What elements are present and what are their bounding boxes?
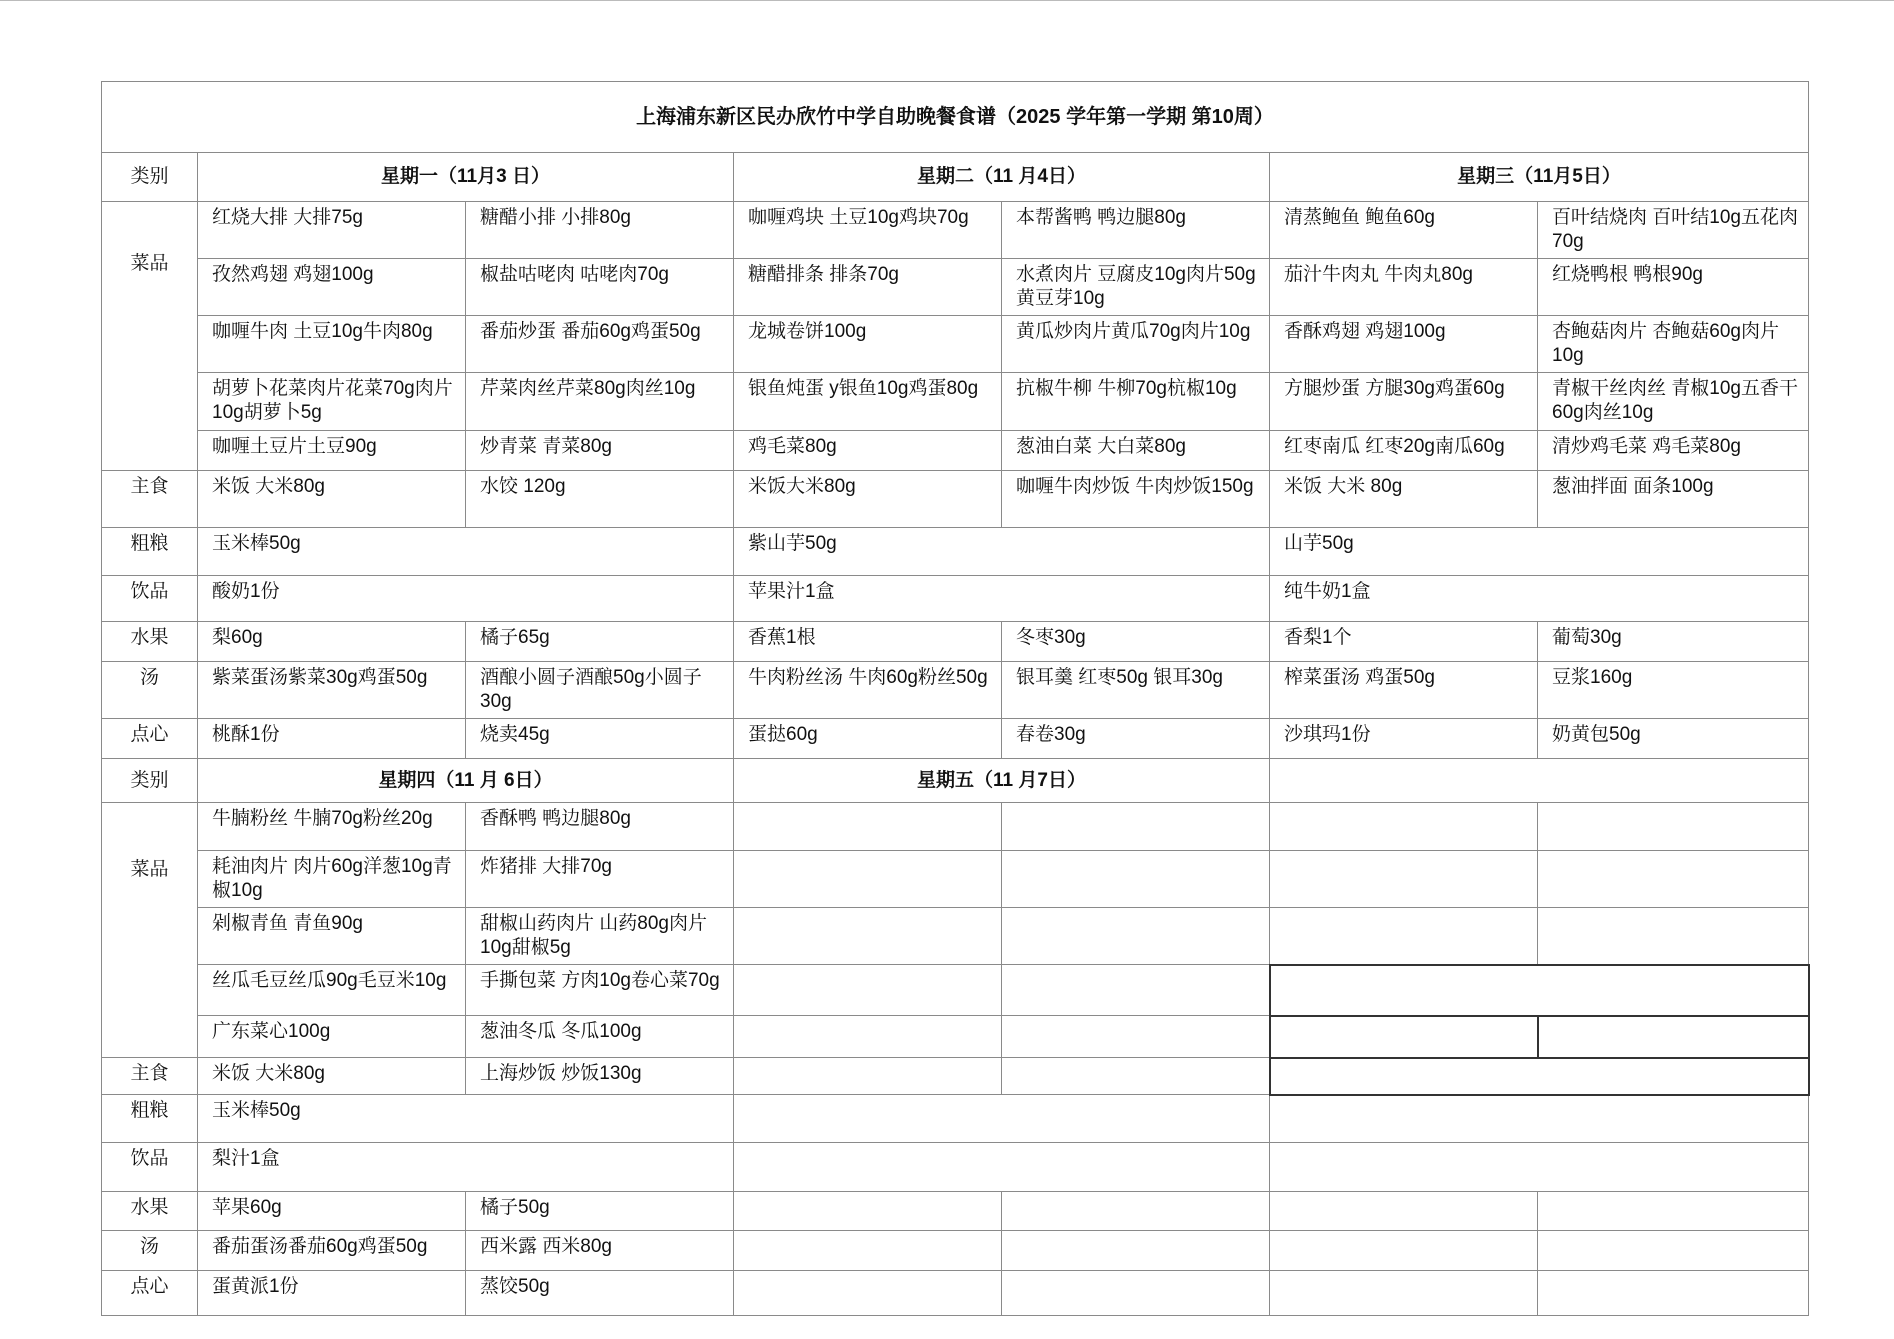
dish-cell: 葱油冬瓜 冬瓜100g [466, 1016, 734, 1058]
soup-cell: 西米露 西米80g [466, 1231, 734, 1271]
fruit-cell: 橘子50g [466, 1192, 734, 1231]
empty-cell [734, 1143, 1270, 1192]
day-header-thursday: 星期四（11 月 6日） [198, 759, 734, 803]
category-soup: 汤 [102, 1231, 198, 1271]
dish-cell: 牛腩粉丝 牛腩70g粉丝20g [198, 803, 466, 851]
staple-cell: 米饭大米80g [734, 471, 1002, 528]
empty-cell [1538, 851, 1809, 908]
staple-cell: 米饭 大米80g [198, 1058, 466, 1095]
fruit-cell: 冬枣30g [1002, 622, 1270, 662]
snack-cell: 奶黄包50g [1538, 719, 1809, 759]
dish-cell: 本帮酱鸭 鸭边腿80g [1002, 202, 1270, 259]
category-coarse: 粗粮 [102, 528, 198, 576]
empty-cell [1538, 1231, 1809, 1271]
day-header-tuesday: 星期二（11 月4日） [734, 153, 1270, 202]
dish-cell: 水煮肉片 豆腐皮10g肉片50g黄豆芽10g [1002, 259, 1270, 316]
dish-cell: 剁椒青鱼 青鱼90g [198, 908, 466, 965]
snack-cell: 蛋黄派1份 [198, 1271, 466, 1316]
soup-cell: 榨菜蛋汤 鸡蛋50g [1270, 662, 1538, 719]
empty-cell [1270, 1271, 1538, 1316]
category-fruit: 水果 [102, 1192, 198, 1231]
coarse-cell: 紫山芋50g [734, 528, 1270, 576]
category-staple: 主食 [102, 471, 198, 528]
empty-cell [1002, 908, 1270, 965]
empty-cell [734, 1192, 1002, 1231]
snack-cell: 蛋挞60g [734, 719, 1002, 759]
dish-cell: 方腿炒蛋 方腿30g鸡蛋60g [1270, 373, 1538, 431]
soup-cell: 银耳羹 红枣50g 银耳30g [1002, 662, 1270, 719]
dish-cell: 银鱼炖蛋 y银鱼10g鸡蛋80g [734, 373, 1002, 431]
empty-cell [734, 803, 1002, 851]
dish-cell: 咖喱牛肉 土豆10g牛肉80g [198, 316, 466, 373]
staple-cell: 米饭 大米80g [198, 471, 466, 528]
snack-cell: 沙琪玛1份 [1270, 719, 1538, 759]
soup-cell: 酒酿小圆子酒酿50g小圆子30g [466, 662, 734, 719]
empty-cell [1002, 803, 1270, 851]
category-header: 类别 [102, 759, 198, 803]
drink-cell: 酸奶1份 [198, 576, 734, 622]
empty-cell [1002, 965, 1270, 1016]
dish-cell: 清炒鸡毛菜 鸡毛菜80g [1538, 431, 1809, 471]
dish-cell: 咖喱鸡块 土豆10g鸡块70g [734, 202, 1002, 259]
fruit-cell: 香梨1个 [1270, 622, 1538, 662]
empty-cell [734, 1271, 1002, 1316]
empty-cell [1538, 908, 1809, 965]
dish-cell: 香酥鸭 鸭边腿80g [466, 803, 734, 851]
dish-cell: 红烧鸭根 鸭根90g [1538, 259, 1809, 316]
soup-cell: 紫菜蛋汤紫菜30g鸡蛋50g [198, 662, 466, 719]
coarse-cell: 山芋50g [1270, 528, 1809, 576]
dish-cell: 椒盐咕咾肉 咕咾肉70g [466, 259, 734, 316]
empty-cell [1002, 1016, 1270, 1058]
empty-cell [734, 1095, 1270, 1143]
category-coarse: 粗粮 [102, 1095, 198, 1143]
dish-cell: 红烧大排 大排75g [198, 202, 466, 259]
empty-cell [734, 965, 1002, 1016]
fruit-cell: 葡萄30g [1538, 622, 1809, 662]
empty-cell [1270, 851, 1538, 908]
fruit-cell: 橘子65g [466, 622, 734, 662]
day-header-wednesday: 星期三（11月5日） [1270, 153, 1809, 202]
soup-cell: 番茄蛋汤番茄60g鸡蛋50g [198, 1231, 466, 1271]
staple-cell: 咖喱牛肉炒饭 牛肉炒饭150g [1002, 471, 1270, 528]
dish-cell: 胡萝卜花菜肉片花菜70g肉片10g胡萝卜5g [198, 373, 466, 431]
staple-cell: 上海炒饭 炒饭130g [466, 1058, 734, 1095]
snack-cell: 烧卖45g [466, 719, 734, 759]
empty-cell [734, 1231, 1002, 1271]
page-top-border [0, 0, 1894, 1]
drink-cell: 纯牛奶1盒 [1270, 576, 1809, 622]
empty-cell [1270, 908, 1538, 965]
empty-cell [1270, 1058, 1809, 1095]
drink-cell: 梨汁1盒 [198, 1143, 734, 1192]
empty-cell [1270, 803, 1538, 851]
snack-cell: 春卷30g [1002, 719, 1270, 759]
dish-cell: 炸猪排 大排70g [466, 851, 734, 908]
staple-cell: 水饺 120g [466, 471, 734, 528]
menu-table [101, 81, 1810, 1316]
empty-cell [734, 1016, 1002, 1058]
empty-cell [1538, 1016, 1809, 1058]
dish-cell: 抗椒牛柳 牛柳70g杭椒10g [1002, 373, 1270, 431]
snack-cell: 蒸饺50g [466, 1271, 734, 1316]
dish-cell: 鸡毛菜80g [734, 431, 1002, 471]
dish-cell: 番茄炒蛋 番茄60g鸡蛋50g [466, 316, 734, 373]
dish-cell: 香酥鸡翅 鸡翅100g [1270, 316, 1538, 373]
dish-cell: 糖醋排条 排条70g [734, 259, 1002, 316]
empty-cell [1538, 803, 1809, 851]
empty-cell [734, 908, 1002, 965]
dish-cell: 黄瓜炒肉片黄瓜70g肉片10g [1002, 316, 1270, 373]
category-snack: 点心 [102, 719, 198, 759]
dish-cell: 杏鲍菇肉片 杏鲍菇60g肉片10g [1538, 316, 1809, 373]
dish-cell: 甜椒山药肉片 山药80g肉片10g甜椒5g [466, 908, 734, 965]
empty-cell [1538, 1192, 1809, 1231]
category-fruit: 水果 [102, 622, 198, 662]
category-soup: 汤 [102, 662, 198, 719]
empty-cell [1002, 1231, 1270, 1271]
empty-cell [1002, 851, 1270, 908]
dish-cell: 耗油肉片 肉片60g洋葱10g青椒10g [198, 851, 466, 908]
category-dishes: 菜品 [102, 803, 198, 1058]
empty-cell [1270, 1095, 1809, 1143]
day-header-monday: 星期一（11月3 日） [198, 153, 734, 202]
dish-cell: 糖醋小排 小排80g [466, 202, 734, 259]
empty-cell [1002, 1058, 1270, 1095]
empty-cell [1270, 1231, 1538, 1271]
empty-cell [734, 851, 1002, 908]
category-drink: 饮品 [102, 576, 198, 622]
category-drink: 饮品 [102, 1143, 198, 1192]
dish-cell: 孜然鸡翅 鸡翅100g [198, 259, 466, 316]
staple-cell: 米饭 大米 80g [1270, 471, 1538, 528]
dish-cell: 炒青菜 青菜80g [466, 431, 734, 471]
category-header: 类别 [102, 153, 198, 202]
coarse-cell: 玉米棒50g [198, 1095, 734, 1143]
day-header-friday: 星期五（11 月7日） [734, 759, 1270, 803]
dish-cell: 红枣南瓜 红枣20g南瓜60g [1270, 431, 1538, 471]
dish-cell: 龙城卷饼100g [734, 316, 1002, 373]
empty-cell [1270, 1192, 1538, 1231]
dish-cell: 手撕包菜 方肉10g卷心菜70g [466, 965, 734, 1016]
empty-cell [1270, 1016, 1538, 1058]
empty-cell [1538, 1271, 1809, 1316]
fruit-cell: 香蕉1根 [734, 622, 1002, 662]
empty-cell [1270, 965, 1809, 1016]
empty-cell [1270, 759, 1809, 803]
category-dishes: 菜品 [102, 202, 198, 471]
dish-cell: 青椒干丝肉丝 青椒10g五香干60g肉丝10g [1538, 373, 1809, 431]
dish-cell: 芹菜肉丝芹菜80g肉丝10g [466, 373, 734, 431]
coarse-cell: 玉米棒50g [198, 528, 734, 576]
dish-cell: 咖喱土豆片土豆90g [198, 431, 466, 471]
fruit-cell: 苹果60g [198, 1192, 466, 1231]
soup-cell: 豆浆160g [1538, 662, 1809, 719]
empty-cell [1002, 1192, 1270, 1231]
fruit-cell: 梨60g [198, 622, 466, 662]
soup-cell: 牛肉粉丝汤 牛肉60g粉丝50g [734, 662, 1002, 719]
dish-cell: 茄汁牛肉丸 牛肉丸80g [1270, 259, 1538, 316]
dish-cell: 广东菜心100g [198, 1016, 466, 1058]
empty-cell [1270, 1143, 1809, 1192]
staple-cell: 葱油拌面 面条100g [1538, 471, 1809, 528]
menu-title: 上海浦东新区民办欣竹中学自助晚餐食谱（2025 学年第一学期 第10周） [102, 82, 1809, 153]
category-staple: 主食 [102, 1058, 198, 1095]
dish-cell: 丝瓜毛豆丝瓜90g毛豆米10g [198, 965, 466, 1016]
dish-cell: 百叶结烧肉 百叶结10g五花肉70g [1538, 202, 1809, 259]
category-snack: 点心 [102, 1271, 198, 1316]
snack-cell: 桃酥1份 [198, 719, 466, 759]
drink-cell: 苹果汁1盒 [734, 576, 1270, 622]
dish-cell: 葱油白菜 大白菜80g [1002, 431, 1270, 471]
empty-cell [1002, 1271, 1270, 1316]
empty-cell [734, 1058, 1002, 1095]
dish-cell: 清蒸鲍鱼 鲍鱼60g [1270, 202, 1538, 259]
